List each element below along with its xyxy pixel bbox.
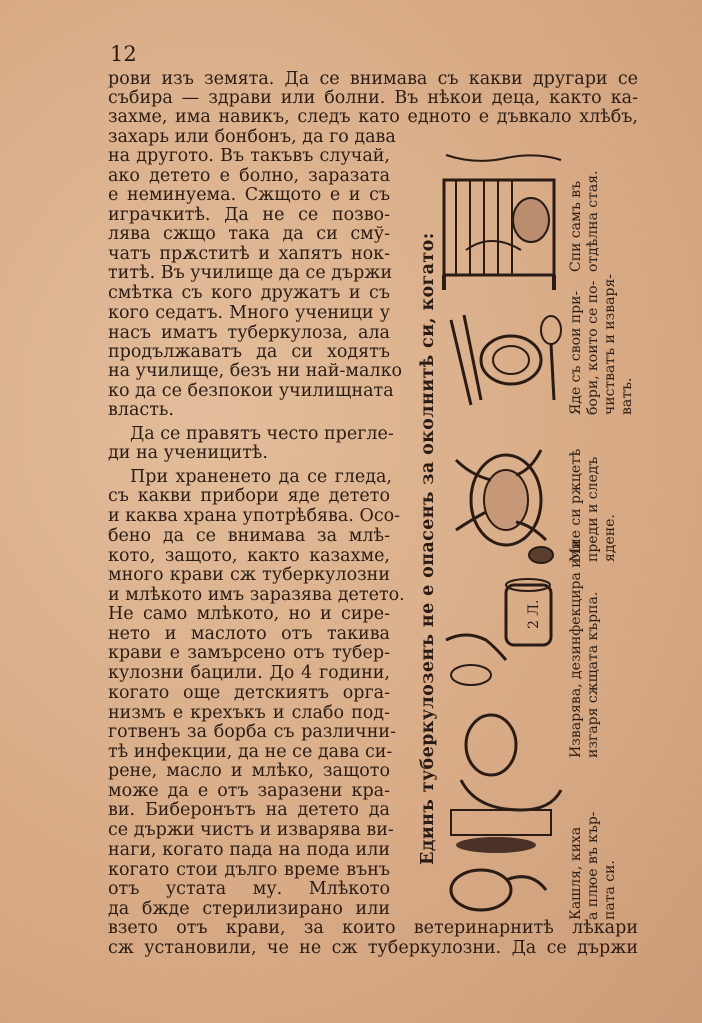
sidebar-illustrations bbox=[418, 130, 650, 920]
text-line: на другото. Въ такъвъ случай, bbox=[108, 146, 390, 167]
text-line: ако детето е болно, заразата bbox=[108, 165, 390, 186]
text-line: и млѣкото имъ заразява детето. bbox=[108, 584, 405, 605]
text-line: взето отъ крави, за които ветеринарнитѣ лѣкари bbox=[108, 917, 638, 938]
text-line: Да се правятъ често прегле- bbox=[130, 423, 394, 444]
text-line: ко да се безпокои училищната bbox=[108, 381, 394, 402]
text-line: когато още детскиятъ орга- bbox=[108, 682, 390, 703]
caption-line: изгаря сжщата кърпа. bbox=[585, 591, 601, 758]
caption-line: Яде съ свои при- bbox=[568, 290, 584, 415]
coughing-man-illustration bbox=[436, 700, 568, 915]
text-line: рови изъ земята. Да се внимава съ какви другари се bbox=[108, 68, 638, 89]
caption-line: Мие си ржцетѣ bbox=[568, 448, 584, 562]
text-line: много крави сж туберкулозни bbox=[108, 564, 390, 585]
text-line: кого седатъ. Много ученици у bbox=[108, 302, 390, 323]
text-line: кото, защото, както казахме, bbox=[108, 545, 390, 566]
caption-line: Спи самъ въ bbox=[568, 180, 584, 272]
text-line: бено да се внимава за млѣ- bbox=[108, 525, 390, 546]
text-line: играчкитѣ. Да не се позво- bbox=[108, 204, 390, 225]
text-line: на училище, безъ ни най-малко bbox=[108, 361, 403, 382]
text-line: да бжде стерилизирано или bbox=[108, 898, 390, 919]
text-line: рене, масло и млѣко, защото bbox=[108, 761, 390, 781]
washing-hands-illustration bbox=[436, 420, 568, 570]
caption-line: а плюе въ кър- bbox=[585, 811, 601, 920]
text-line: кулозни бацили. До 4 години, bbox=[108, 663, 390, 684]
page-number: 12 bbox=[110, 42, 137, 66]
caption-line: пата си. bbox=[602, 860, 618, 920]
caption-line: Изварява, дезинфекцира или bbox=[568, 540, 584, 758]
text-line: нето и маслото отъ такива bbox=[108, 624, 390, 645]
boiling-pot-illustration bbox=[436, 570, 568, 700]
text-line: насъ иматъ туберкулоза, ала bbox=[108, 322, 390, 343]
text-line: лява сжщо така да си смў- bbox=[108, 224, 390, 245]
text-line: чатъ прѫститѣ и хапятъ нок- bbox=[108, 244, 390, 265]
text-line: и каква храна употрѣбява. Осо- bbox=[108, 506, 401, 527]
text-line: може да е отъ заразени кра- bbox=[108, 781, 390, 802]
text-line: крави е замърсено отъ тубер- bbox=[108, 643, 390, 664]
text-line: съ какви прибори яде детето bbox=[108, 486, 390, 507]
text-line: титѣ. Въ училище да се държи bbox=[108, 263, 393, 284]
text-line: ди на ученицитѣ. bbox=[108, 442, 268, 463]
text-line: когато стои дълго време вънъ bbox=[108, 859, 390, 880]
caption-line: отдѣлна стая. bbox=[585, 170, 601, 272]
text-line: При храненето да се гледа, bbox=[130, 467, 392, 488]
utensils-illustration bbox=[436, 300, 568, 420]
text-line: се държи чистъ и изварява ви- bbox=[108, 820, 394, 841]
text-line: ви. Биберонътъ на детето да bbox=[108, 800, 390, 821]
text-line: власть. bbox=[108, 400, 174, 421]
caption-line: ядене. bbox=[602, 514, 618, 562]
text-line: наги, когато пада на пода или bbox=[108, 839, 390, 860]
text-line: Не само млѣкото, но и сире- bbox=[108, 604, 390, 625]
caption-line: Кашля, киха bbox=[568, 826, 584, 920]
svg-text:2 Л.: 2 Л. bbox=[526, 599, 542, 629]
text-line: готвенъ за борба съ различни- bbox=[108, 721, 396, 742]
text-line: сж установили, че не сж туберкулозни. Да се държи bbox=[108, 938, 638, 959]
caption-line: бори, които се по- bbox=[585, 280, 601, 415]
sidebar-heading: Единъ туберкулозенъ не е опасенъ за околнитѣ си, когато: bbox=[418, 232, 438, 865]
text-line: тѣ инфекции, да не се дава си- bbox=[108, 741, 393, 762]
text-line: отъ устата му. Млѣкото bbox=[108, 878, 390, 899]
caption-line: чистватъ и изваря- bbox=[602, 273, 618, 415]
text-line: продължаватъ да си ходятъ bbox=[108, 341, 390, 362]
text-line: захме, има навикъ, следъ като едното е дъвкало хлѣбъ, bbox=[108, 107, 638, 128]
text-line: събира — здрави или болни. Въ нѣкои деца, както ка- bbox=[108, 88, 638, 108]
text-line: низмъ е крехъкъ и слабо под- bbox=[108, 702, 390, 723]
text-line: смѣтка съ кого дружатъ и съ bbox=[108, 283, 390, 304]
caption-line: ватъ. bbox=[619, 377, 635, 415]
text-line: захарь или бонбонъ, да го дава bbox=[108, 127, 396, 148]
text-line: е неминуема. Сжщото е и съ bbox=[108, 184, 390, 205]
caption-line: преди и следъ bbox=[585, 456, 601, 562]
bed-illustration bbox=[436, 150, 568, 295]
